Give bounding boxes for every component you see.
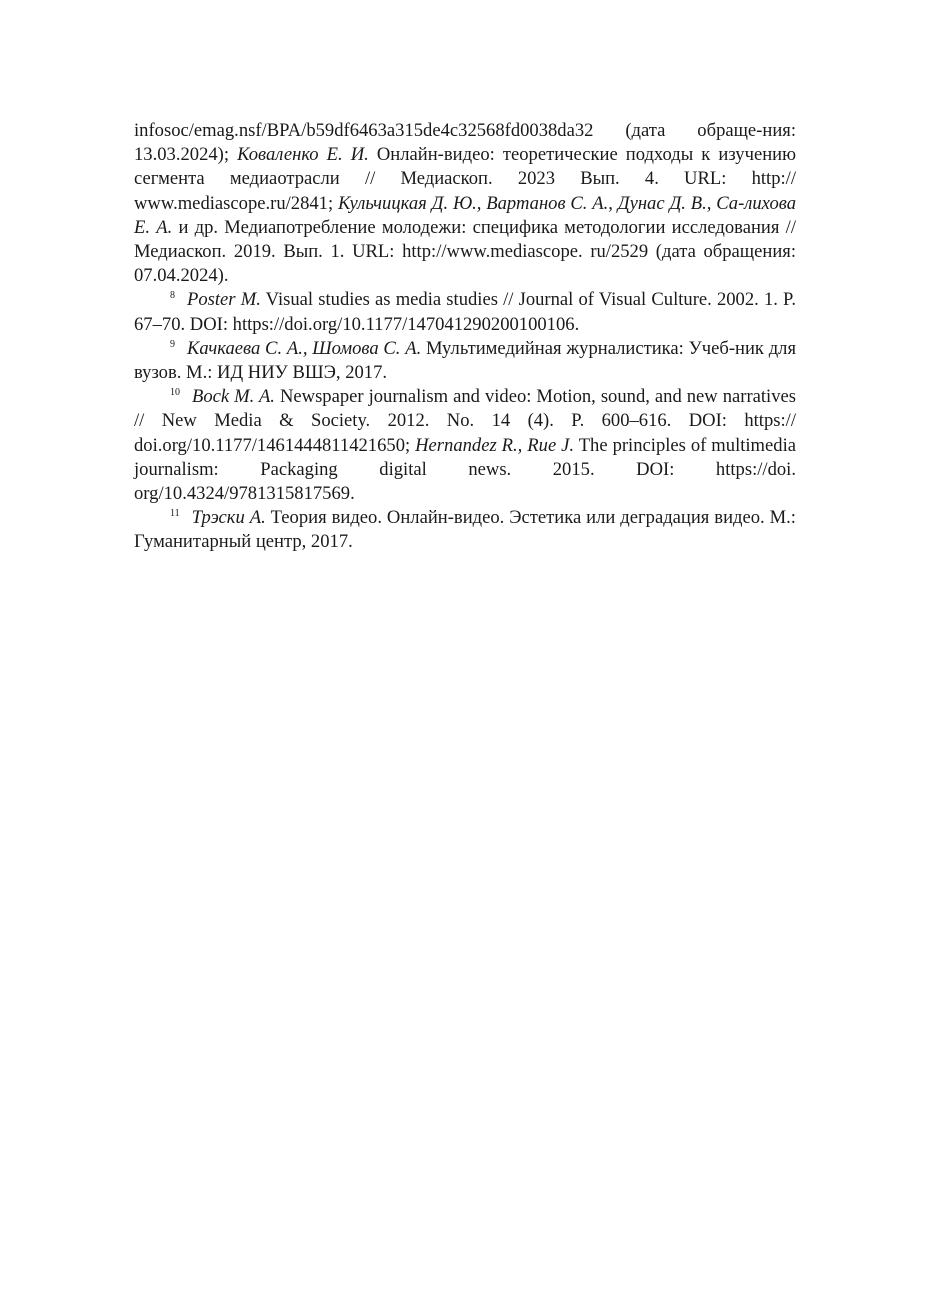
footnote-author: Bock M. A.	[192, 386, 275, 408]
footnotes-block	[134, 119, 796, 555]
footnote-number: 10	[170, 387, 180, 399]
footnote-author: Hernandez R., Rue J.	[415, 434, 575, 456]
footnote-author: Трэски А.	[191, 507, 266, 529]
footnote-9	[134, 337, 796, 385]
footnote-text: Мультимедийная журналистика: Учеб-ник для вузов. М.: ИД НИУ ВШЭ, 2017.	[134, 337, 797, 384]
footnote-author: Качкаева С. А., Шомова С. А.	[187, 337, 422, 359]
footnote-text: The principles of multimedia journalism: Packaging digital news. 2015. DOI: https://doi. org/10.4324/9781315817569.	[134, 434, 796, 505]
footnote-7-continuation	[134, 119, 796, 288]
footnote-number: 9	[170, 338, 175, 350]
footnote-text: Онлайн-видео: теоретические подходы к изучению сегмента медиаотрасли // Медиаскоп. 2023 Вып. 4. URL: http:// www.mediascope.ru/2841;	[134, 144, 796, 214]
footnote-author: Poster M.	[187, 289, 261, 311]
footnote-text: и др. Медиапотребление молодежи: специфика методологии исследования // Медиаскоп. 2019. Вып. 1. URL: http://www.mediascope. ru/2529 (дата обращения: 07.04.2024).	[134, 216, 796, 287]
footnote-number: 8	[170, 290, 175, 302]
footnote-author: Кульчицкая Д. Ю., Вартанов С. А., Дунас Д. В., Са-лихова Е. А.	[134, 192, 797, 238]
footnote-text: Newspaper journalism and video: Motion, sound, and new narratives // New Media & Society. 2012. No. 14 (4). P. 600–616. DOI: https:// doi.org/10.1177/1461444811421650;	[134, 386, 797, 456]
footnote-author: Коваленко Е. И.	[237, 144, 369, 166]
footnote-text: infosoc/emag.nsf/BPA/b59df6463a315de4c32568fd0038da32 (дата обраще-ния: 13.03.2024);	[134, 120, 796, 166]
footnote-text: Visual studies as media studies // Journal of Visual Culture. 2002. 1. P. 67–70. DOI: https://doi.org/10.1177/147041290200100106.	[134, 289, 796, 335]
footnote-number: 11	[170, 508, 180, 520]
footnote-11	[134, 506, 796, 554]
footnote-text: Теория видео. Онлайн-видео. Эстетика или деградация видео. М.: Гуманитарный центр, 2017.	[134, 507, 796, 553]
footnote-10	[134, 385, 796, 506]
footnote-8	[134, 288, 796, 336]
